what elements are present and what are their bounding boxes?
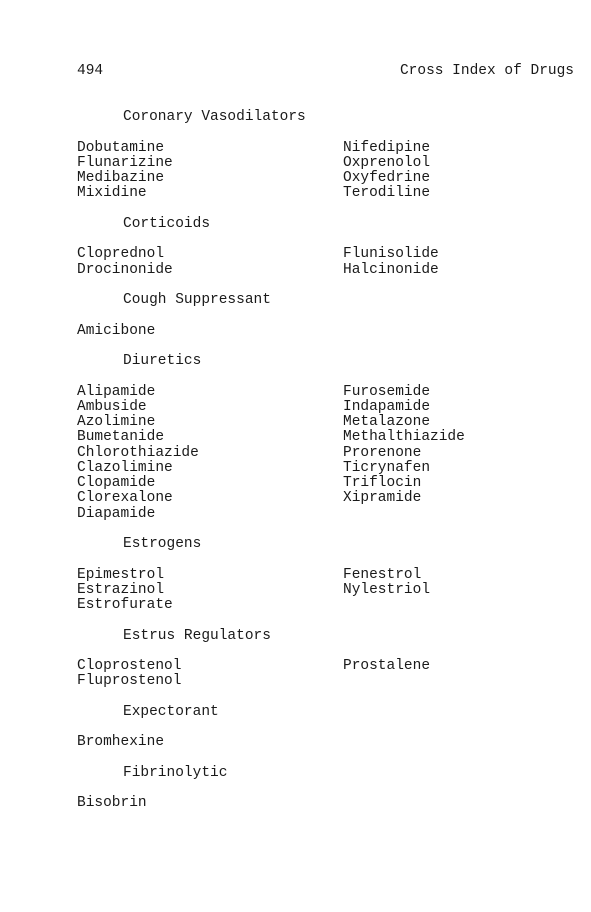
running-title: Cross Index of Drugs — [399, 63, 574, 79]
drug-row — [77, 583, 577, 598]
drug-name-left: Azolimine — [77, 414, 156, 430]
drug-name-left: Drocinonide — [77, 261, 173, 278]
drug-row — [77, 263, 577, 278]
drug-row — [77, 141, 577, 156]
spacer — [77, 278, 577, 293]
spacer — [77, 690, 577, 705]
drug-row — [77, 568, 577, 583]
drug-name-right — [343, 735, 577, 750]
drug-section — [77, 293, 577, 354]
spacer — [77, 232, 577, 247]
spacer — [77, 125, 577, 140]
drug-name-right — [343, 796, 577, 811]
drug-name-left: Clorexalone — [77, 490, 173, 507]
drug-name-left: Bromhexine — [77, 734, 165, 751]
drug-name-left: Bumetanide — [77, 429, 165, 446]
drug-row — [77, 461, 577, 476]
drug-section — [77, 217, 577, 293]
drug-name-right: Halcinonide — [343, 261, 439, 278]
drug-name-left: Mixidine — [77, 185, 147, 202]
spacer — [77, 644, 577, 659]
section-heading: Estrogens — [123, 536, 202, 552]
page-number: 494 — [77, 63, 104, 79]
spacer — [77, 751, 577, 766]
drug-row — [77, 186, 577, 201]
drug-section — [77, 110, 577, 217]
drug-name-right: Xipramide — [343, 490, 422, 507]
drug-name-left: Dobutamine — [77, 139, 165, 156]
drug-name-right: Prorenone — [343, 444, 422, 461]
spacer — [77, 720, 577, 735]
drug-name-right: Prostalene — [343, 658, 431, 674]
drug-name-right: Fenestrol — [343, 566, 422, 583]
drug-name-right: Terodiline — [343, 185, 431, 202]
spacer — [77, 613, 577, 628]
drug-row — [77, 446, 577, 461]
drug-name-left: Medibazine — [77, 170, 165, 186]
section-heading: Diuretics — [123, 353, 202, 369]
drug-name-left: Alipamide — [77, 383, 156, 400]
drug-name-left: Clopamide — [77, 475, 156, 491]
drug-row — [77, 674, 577, 689]
section-heading: Coronary Vasodilators — [123, 109, 306, 125]
drug-name-right: Ticrynafen — [343, 459, 431, 476]
drug-name-right: Furosemide — [343, 383, 431, 400]
drug-row — [77, 507, 577, 522]
drug-name-left: Epimestrol — [77, 566, 165, 583]
drug-name-left: Bisobrin — [77, 795, 147, 812]
drug-name-left: Estrazinol — [77, 581, 165, 598]
spacer — [77, 552, 577, 567]
drug-row — [77, 735, 577, 750]
drug-row — [77, 491, 577, 506]
drug-section — [77, 354, 577, 537]
drug-name-right: Metalazone — [343, 414, 431, 430]
section-heading: Corticoids — [123, 215, 211, 232]
drug-name-right — [343, 507, 577, 522]
drug-name-left: Cloprednol — [77, 246, 165, 263]
drug-name-left: Diapamide — [77, 505, 156, 522]
drug-name-right: Oxprenolol — [343, 154, 431, 171]
drug-name-left: Flunarizine — [77, 154, 173, 171]
drug-name-left: Amicibone — [77, 322, 156, 339]
drug-row — [77, 400, 577, 415]
spacer — [77, 308, 577, 323]
drug-row — [77, 247, 577, 262]
drug-name-left: Cloprostenol — [77, 658, 182, 674]
drug-name-left: Fluprostenol — [77, 673, 182, 690]
section-heading: Estrus Regulators — [123, 627, 271, 644]
drug-name-right: Nylestriol — [343, 581, 431, 598]
spacer — [77, 781, 577, 796]
drug-row — [77, 171, 577, 186]
spacer — [77, 522, 577, 537]
drug-row — [77, 476, 577, 491]
section-heading: Fibrinolytic — [123, 764, 228, 781]
drug-row — [77, 324, 577, 339]
drug-row — [77, 415, 577, 430]
drug-row — [77, 796, 577, 811]
section-heading: Cough Suppressant — [123, 292, 271, 308]
drug-name-right: Oxyfedrine — [343, 170, 431, 186]
drug-name-right: Nifedipine — [343, 139, 431, 156]
drug-row — [77, 598, 577, 613]
spacer — [77, 339, 577, 354]
section-heading: Expectorant — [123, 703, 219, 720]
drug-name-right: Indapamide — [343, 398, 431, 415]
drug-row — [77, 659, 577, 674]
spacer — [77, 202, 577, 217]
drug-row — [77, 156, 577, 171]
drug-name-left: Clazolimine — [77, 459, 173, 476]
drug-name-right: Triflocin — [343, 475, 422, 491]
drug-section — [77, 629, 577, 705]
drug-name-left: Ambuside — [77, 398, 147, 415]
drug-name-right — [343, 324, 577, 339]
drug-section — [77, 705, 577, 766]
drug-section — [77, 537, 577, 629]
spacer — [77, 369, 577, 384]
drug-name-right: Flunisolide — [343, 246, 439, 263]
drug-row — [77, 385, 577, 400]
drug-name-left: Estrofurate — [77, 597, 173, 613]
drug-name-right: Methalthiazide — [343, 429, 465, 446]
drug-name-left: Chlorothiazide — [77, 444, 199, 461]
drug-section — [77, 766, 577, 812]
drug-index-content — [77, 110, 577, 812]
drug-name-right — [343, 674, 577, 689]
drug-row — [77, 430, 577, 445]
drug-name-right — [343, 598, 577, 613]
